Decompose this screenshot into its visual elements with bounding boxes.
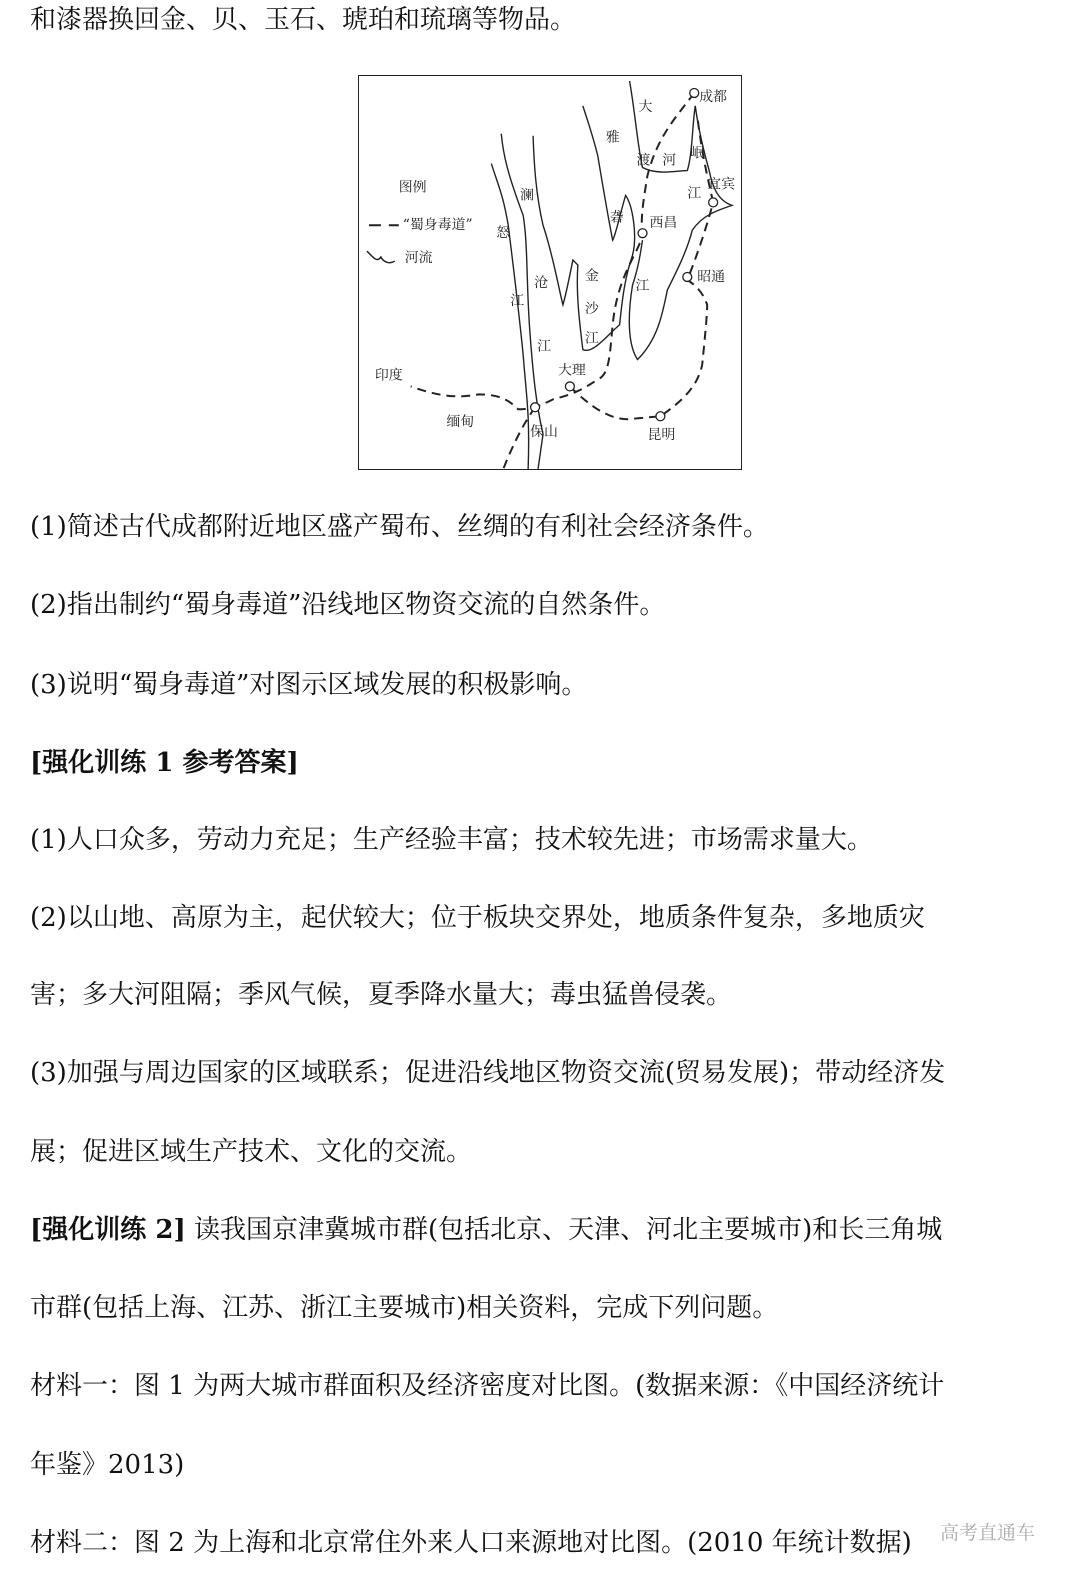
legend-title: 图例 bbox=[398, 179, 427, 196]
map-label: 昆明 bbox=[647, 427, 676, 444]
answer-2-cont: 害；多大河阻隔；季风气候，夏季降水量大；毒虫猛兽侵袭。 bbox=[30, 980, 733, 1010]
map-label: 怒 bbox=[496, 225, 511, 242]
map-label: 西昌 bbox=[649, 215, 678, 232]
map-label: 渡 bbox=[636, 152, 651, 169]
shu-shendu-road-map bbox=[358, 75, 742, 470]
map-label: 大理 bbox=[557, 362, 586, 379]
answer-2: (2)以山地、高原为主，起伏较大；位于板块交界处，地质条件复杂，多地质灾 bbox=[30, 903, 925, 933]
road bbox=[411, 93, 713, 469]
question-1: (1)简述古代成都附近地区盛产蜀布、丝绸的有利社会经济条件。 bbox=[30, 512, 769, 542]
map-label: 印度 bbox=[374, 367, 403, 384]
watermark: 高考直通车 bbox=[940, 1522, 1036, 1544]
exercise-2-cont: 市群(包括上海、江苏、浙江主要城市)相关资料，完成下列问题。 bbox=[30, 1293, 779, 1323]
material-2: 材料二：图 2 为上海和北京常住外来人口来源地对比图。(2010 年统计数据) bbox=[30, 1528, 912, 1558]
map-label: 河 bbox=[662, 152, 677, 169]
map-label: 成都 bbox=[699, 88, 728, 105]
material-1: 材料一：图 1 为两大城市群面积及经济密度对比图。(数据来源：《中国经济统计 bbox=[30, 1371, 945, 1401]
material-1-cont: 年鉴》2013) bbox=[30, 1450, 185, 1480]
question-3: (3)说明“蜀身毒道”对图示区域发展的积极影响。 bbox=[30, 670, 588, 700]
map-label: 澜 bbox=[520, 187, 535, 204]
legend-river-label: 河流 bbox=[404, 250, 433, 267]
legend-river-icon bbox=[367, 251, 395, 263]
map-label: 沙 bbox=[584, 300, 599, 317]
map-label: 江 bbox=[510, 292, 525, 309]
map-label: 雅 bbox=[605, 129, 620, 146]
map-label: 宜宾 bbox=[707, 176, 735, 193]
answer-3-cont: 展；促进区域生产技术、文化的交流。 bbox=[30, 1137, 473, 1167]
map-label: 砻 bbox=[609, 209, 624, 226]
map-label: 江 bbox=[635, 277, 650, 294]
map-label: 大 bbox=[638, 98, 653, 115]
map-label: 岷 bbox=[690, 145, 705, 162]
map-label: 缅甸 bbox=[446, 414, 475, 431]
map-label: 保山 bbox=[530, 424, 558, 441]
legend-road-label: “蜀身毒道” bbox=[402, 217, 473, 234]
exercise-2 bbox=[30, 1214, 942, 1246]
map-label: 江 bbox=[687, 185, 702, 202]
map-label: 江 bbox=[584, 330, 599, 347]
map-label: 江 bbox=[537, 338, 551, 355]
question-2: (2)指出制约“蜀身毒道”沿线地区物资交流的自然条件。 bbox=[30, 590, 666, 620]
exercise-2-heading: [强化训练 2] bbox=[30, 1215, 186, 1245]
answer-3: (3)加强与周边国家的区域联系；促进沿线地区物资交流(贸易发展)；带动经济发 bbox=[30, 1058, 946, 1088]
map-label: 金 bbox=[584, 267, 599, 284]
map-label: 沧 bbox=[534, 274, 548, 291]
text-line: 和漆器换回金、贝、玉石、琥珀和琉璃等物品。 bbox=[30, 5, 577, 35]
answer-1: (1)人口众多，劳动力充足；生产经验丰富；技术较先进；市场需求量大。 bbox=[30, 825, 873, 855]
answer-heading: [强化训练 1 参考答案] bbox=[30, 748, 299, 778]
exercise-2-text: 读我国京津冀城市群(包括北京、天津、河北主要城市)和长三角城 bbox=[185, 1215, 943, 1245]
map-label: 昭通 bbox=[697, 268, 726, 285]
